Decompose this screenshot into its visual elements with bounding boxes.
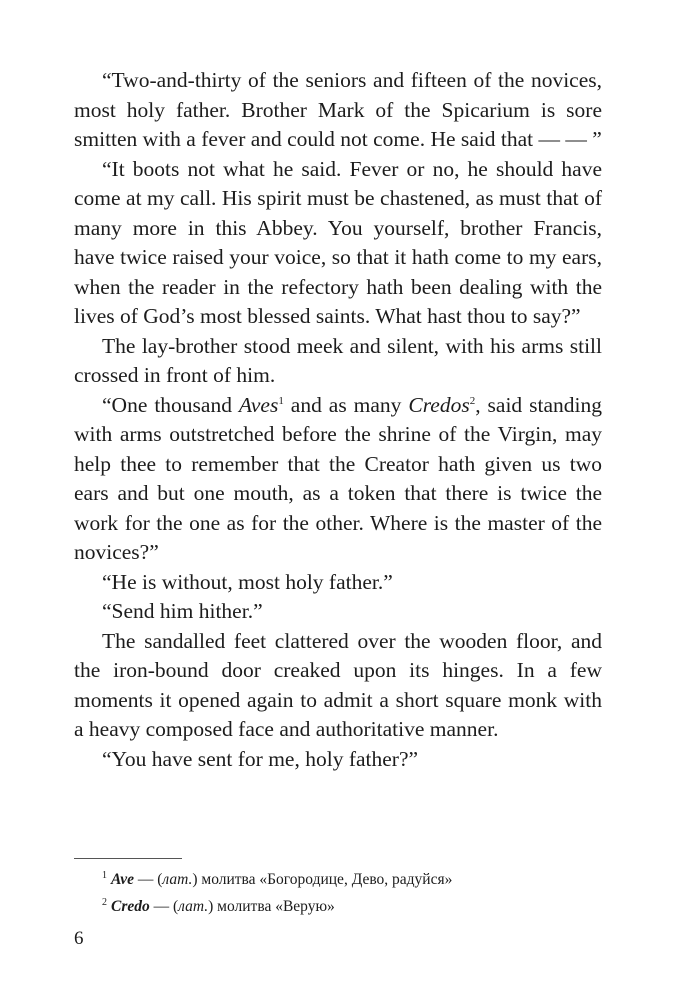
paragraph-text: and as many	[283, 392, 409, 417]
footnote-term: Credo	[111, 898, 150, 915]
paragraph: The sandalled feet clattered over the wooden floor, and the iron-bound door creaked upon its hinges. In a few moments it opened again to admit a short square monk with a heavy composed face and authoritative manner.	[74, 628, 602, 741]
paragraph: “He is without, most holy father.”	[102, 569, 393, 594]
footnote-ref-2[interactable]: 2	[469, 394, 476, 407]
page-number: 6	[74, 928, 84, 949]
paragraph-with-footnote-refs	[74, 391, 602, 568]
footnote-divider	[74, 858, 182, 859]
footnotes	[102, 866, 602, 920]
footnote-term: Ave	[111, 871, 134, 888]
footnote-1	[102, 866, 602, 893]
footnote-text: — (	[149, 898, 179, 915]
paragraph-text: “One thousand	[102, 392, 239, 417]
paragraph: “It boots not what he said. Fever or no, he should have come at my call. His spirit must be chastened, as must that of many more in this Abbey. You yourself, brother Francis, have twice raised your voice, so that it hath come to my ears, when the reader in the refectory hath been dealing with the lives of God’s most blessed saints. What hast thou to say?”	[74, 156, 602, 328]
footnote-text: ) молитва «Богородице, Дево, радуйся»	[192, 871, 453, 888]
body-text	[74, 66, 602, 774]
footnote-ref-1[interactable]: 1	[278, 394, 284, 407]
paragraph: “You have sent for me, holy father?”	[102, 746, 419, 771]
footnote-lang: лат.	[162, 871, 193, 888]
paragraph-text: , said standing with arms outstretched before the shrine of the Virgin, may help thee to remember that the Creator hath given us two ears and but one mouth, as a token that there is twice the work for the one as for the other. Where is the master of the novices?”	[74, 392, 603, 564]
footnote-text: ) молитва «Верую»	[208, 898, 335, 915]
footnote-number: 2	[102, 896, 107, 908]
paragraph: “Send him hither.”	[102, 599, 263, 623]
footnote-text: — (	[133, 871, 163, 888]
footnote-lang: лат.	[178, 898, 209, 915]
latin-term-aves: Aves	[238, 392, 279, 417]
footnote-number: 1	[102, 869, 107, 881]
latin-term-credos: Credos	[408, 392, 470, 417]
paragraph: The lay-brother stood meek and silent, with his arms still crossed in front of him.	[74, 333, 602, 387]
footnote-2	[102, 893, 602, 920]
paragraph: “Two-and-thirty of the seniors and fifteen of the novices, most holy father. Brother Mark of the Spicarium is sore smitten with a fever and could not come. He said that — — ”	[74, 68, 602, 151]
